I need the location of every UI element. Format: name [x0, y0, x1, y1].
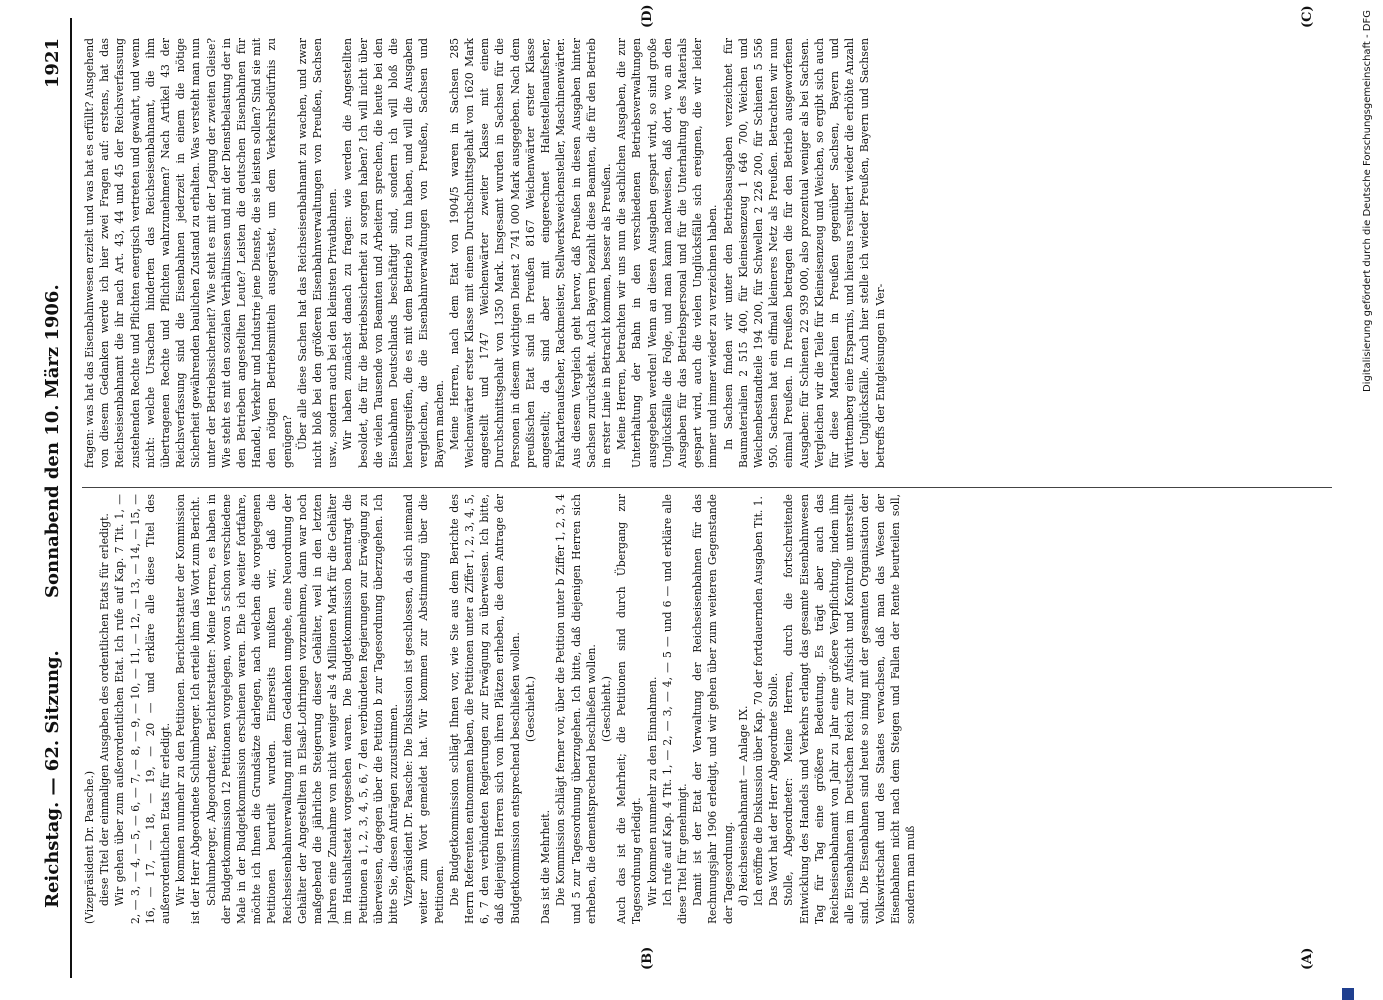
column-divider: [82, 487, 1332, 488]
paragraph: (Geschieht.): [523, 676, 537, 742]
header-date: Sonnabend den 10. März 1906.: [42, 284, 63, 598]
margin-marker-a: (A): [1300, 947, 1315, 970]
margin-marker-c: (C): [1300, 5, 1315, 28]
paragraph: Über alle diese Sachen hat das Reichseisenbahnamt zu wachen, und zwar nicht bloß bei den größeren Eisenbahnverwaltungen von Preußen, Sachsen usw., sondern auch bei den kleinsten Privatbahnen.: [295, 38, 340, 468]
paragraph: Wir haben zunächst danach zu fragen: wie werden die Angestellten besoldet, die für die Betriebssicherheit zu sorgen haben? Ich will nicht über die vielen Tausende von Beamten und Arbeitern sprechen, die heute bei den Eisenbahnen Deutschlands beschäftigt sind, sondern ich will bloß die herausgreifen, die es mit dem Betrieb zu tun haben, und will die Ausgaben vergleichen, die die Eisenbahnverwaltungen von Preußen, Sachsen und Bayern machen.: [341, 38, 446, 468]
paragraph: Wir kommen nunmehr zu den Petitionen. Berichterstatter der Kommission ist der Herr Abgeordnete Schlumberger. Ich erteile ihm das Wort zum Bericht.: [174, 494, 203, 924]
page-header: [36, 18, 72, 978]
paragraph: Die Kommission schlägt ferner vor, über die Petition unter b Ziffer 1, 2, 3, 4 und 5 zur Tagesordnung überzugehen. Ich bitte, daß diejenigen Herren sich erheben, die dementsprechend beschließen wollen.: [554, 494, 598, 924]
paragraph: Das Wort hat der Herr Abgeordnete Stolle.: [767, 672, 781, 906]
paragraph: Meine Herren, betrachten wir uns nun die sachlichen Ausgaben, die zur Unterhaltung der Bahn in den verschiedenen Betriebsverwaltungen ausgegeben werden! Wenn an diesen Ausgaben gespart wird, so sind große Unglücksfälle die Folge, und man kann nachweisen, daß dort, wo an den Ausgaben für das Betriebspersonal und für die Unterhaltung des Materials gespart wird, auch die vielen Unglücksfälle sich ereignen, die wir leider immer und immer wieder zu verzeichnen haben.: [615, 38, 720, 468]
paragraph: Ich eröffne die Diskussion über Kap. 70 der fortdauernden Ausgaben Tit. 1.: [751, 496, 765, 906]
paragraph: Ich rufe auf Kap. 4 Tit. 1, — 2, — 3, — 4, — 5 — und 6 — und erkläre alle diese Titel für genehmigt.: [660, 494, 689, 924]
right-column: [82, 38, 1332, 468]
paragraph: Schlumberger, Abgeordneter, Berichterstatter: Meine Herren, es haben in der Budgetkommission 12 Petitionen vorgelegen, wovon 5 schon verschiedene Male in der Budgetkommission erschienen waren. Ehe ich weiter fortfahre, möchte ich Ihnen die Grundsätze darlegen, nach welchen die vorgelegenen Petitionen beurteilt wurden. Einerseits mußten wir, daß die Reichseisenbahnverwaltung mit dem Gedanken umgehe, eine Neuordnung der Gehälter der Angestellten in Elsaß-Lothringen vorzunehmen, dann war noch maßgebend die jährliche Steigerung dieser Gehälter, weil in den letzten Jahren eine Zunahme von nicht weniger als 4 Millionen Mark für die Gehälter im Haushaltsetat vorgesehen waren. Die Budgetkommission beantragt die Petitionen a 1, 2, 3, 4, 5, 6, 7 den verbündeten Regierungen zur Erwägung zu überweisen, dagegen über die Petition b zur Tagesordnung überzugehen. Ich bitte Sie, diesen Anträgen zuzustimmen.: [204, 494, 401, 924]
paragraph: Auch das ist die Mehrheit; die Petitionen sind durch Übergang zur Tagesordnung erledigt.: [615, 494, 644, 924]
paragraph: Stolle, Abgeordneter: Meine Herren, durch die fortschreitende Entwicklung des Handels und Verkehrs erlangt das gesamte Eisenbahnwesen Tag für Tag eine größere Bedeutung. Es trägt aber auch das Reichseisenbahnamt von Jahr zu Jahr eine größere Verpflichtung, indem ihm alle Eisenbahnen im Deutschen Reich zur Aufsicht und Kontrolle unterstellt sind. Die Eisenbahnen sind heute so innig mit der gesamten Organisation der Volkswirtschaft und des Staates verwachsen, daß man das Wesen der Eisenbahnen nicht nach dem Steigen und Fallen der Rente beurteilen soll, sondern man muß: [782, 494, 917, 924]
paragraph: (Geschieht.): [599, 676, 613, 742]
page-number: 1921: [42, 38, 63, 89]
paragraph: Wir gehen über zum außerordentlichen Etat. Ich rufe auf Kap. 7 Tit. 1, — 2, — 3, — 4, — 5, — 6, — 7, — 8, — 9, — 10, — 11, — 12, — 13, — 14, — 15, — 16, — 17, — 18, — 19, — 20 — und erkläre alle diese Titel des außerordentlichen Etats für erledigt.: [113, 494, 173, 924]
dfg-logo-icon: [1342, 988, 1354, 1000]
paragraph: fragen: was hat das Eisenbahnwesen erzielt und was hat es erfüllt? Ausgehend von diesem Gedanken werde ich hier zwei Fragen auf: erstens, hat das Reichseisenbahnamt die ihr nach Art. 43, 44 und 45 der Reichsverfassung zustehenden Rechte und Pflichten energisch vertreten und gewahrt, und wenn nicht: welche Ursachen hinderten das Reichseisenbahnamt, die ihm übertragenen Rechte und Pflichten wahrzunehmen? Nach Artikel 43 der Reichsverfassung sind die Eisenbahnen jederzeit in einem die nötige Sicherheit gewährenden baulichen Zustand zu erhalten. Was versteht man nun unter der Betriebssicherheit? Wie steht es mit der Legung der zweiten Gleise? Wie steht es mit den sozialen Verhältnissen und mit der Dienstbelastung der in den Betrieben angestellten Leute? Leisten die deutschen Eisenbahnen für Handel, Verkehr und Industrie jene Dienste, die sie leisten sollen? Sind sie mit den nötigen Betriebsmitteln ausgerüstet, um dem Verkehrsbedürfnis zu genügen?: [83, 38, 294, 468]
paragraph: Wir kommen nunmehr zu den Einnahmen.: [645, 676, 659, 906]
paragraph: Meine Herren, nach dem Etat von 1904/5 waren in Sachsen 285 Weichenwärter erster Klasse mit einem Durchschnittsgehalt von 1620 Mark angestellt und 1747 Weichenwärter zweiter Klasse mit einem Durchschnittsgehalt von 1350 Mark. Insgesamt wurden in Sachsen für die Personen in diesem wichtigen Dienst 2 741 000 Mark ausgegeben. Nach dem preußischen Etat sind in Preußen 8167 Weichenwärter erster Klasse angestellt; da sind aber mit eingerechnet Haltestellenaufseher, Fahrkartenaufseher, Rackmeister, Stellwerksweichensteller, Maschinenwärter. Aus diesem Vergleich geht hervor, daß Preußen in diesen Ausgaben hinter Sachsen zurücksteht. Auch Bayern bezahlt diese Beamten, die für den Betrieb in erster Linie in Betracht kommen, besser als Preußen.: [447, 38, 613, 468]
header-left: Reichstag. — 62. Sitzung.: [42, 650, 63, 908]
paragraph: In Sachsen finden wir unter den Betriebsausgaben verzeichnet für Baumaterialien 2 515 400, für Kleineisenzeug 1 646 700, Weichen und Weichenbestandteile 194 200, für Schwellen 2 226 200, für Schienen 5 556 950. Sachsen hat ein elfmal kleineres Netz als Preußen. Betrachten wir nun einmal Preußen. In Preußen betragen die für den Betrieb ausgeworfenen Ausgaben: für Schienen 22 939 000, also prozentual weniger als bei Sachsen. Vergleichen wir die Teile für Kleineisenzeug und Weichen, so ergibt sich auch für diese Materialien in Preußen gegenüber Sachsen, Bayern und Württemberg eine Ersparnis, und hieraus resultiert wieder die erhöhte Anzahl der Unglücksfälle. Auch hier stelle ich wieder Preußen, Bayern und Sachsen betreffs der Entgleisungen in Ver-: [721, 38, 887, 468]
paragraph: (Vizepräsident Dr. Paasche.): [83, 770, 96, 924]
paragraph: Damit ist der Etat der Verwaltung der Reichseisenbahnen für das Rechnungsjahr 1906 erledigt, und wir gehen über zum weiteren Gegenstande der Tagesordnung.: [691, 494, 735, 924]
paragraph: d) Reichseisenbahnamt — Anlage IX.: [736, 705, 750, 906]
margin-marker-d: (D): [640, 4, 655, 28]
paragraph: Vizepräsident Dr. Paasche: Die Diskussion ist geschlossen, da sich niemand weiter zum Wort gemeldet hat. Wir kommen zur Abstimmung über die Petitionen.: [402, 494, 446, 924]
margin-marker-b: (B): [640, 946, 655, 970]
paragraph: Das ist die Mehrheit.: [539, 810, 553, 924]
digitization-note: Digitalisierung gefördert durch die Deutsche Forschungsgemeinschaft - DFG: [1362, 10, 1373, 393]
paragraph: diese Titel der einmaligen Ausgaben des ordentlichen Etats für erledigt.: [98, 513, 112, 906]
paragraph: Die Budgetkommission schlägt Ihnen vor, wie Sie aus dem Berichte des Herrn Referenten entnommen haben, die Petitionen unter a Ziffer 1, 2, 3, 4, 5, 6, 7 den verbündeten Regierungen zur Erwägung zu überweisen. Ich bitte, daß diejenigen Herren sich von ihren Plätzen erheben, die dem Antrage der Budgetkommission entsprechend beschließen wollen.: [447, 494, 522, 924]
left-column: [82, 494, 1332, 924]
